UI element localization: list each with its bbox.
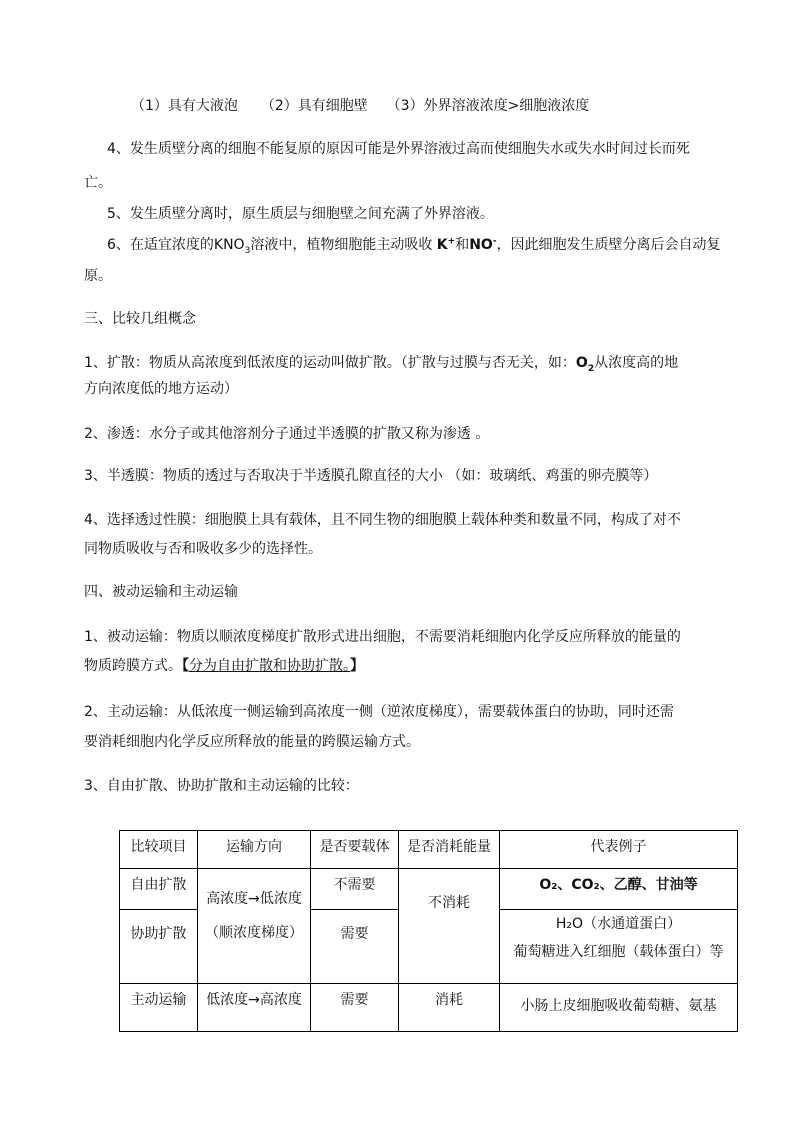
header-energy: 是否消耗能量: [399, 831, 500, 869]
condition-1: （1）具有大液泡: [131, 98, 238, 114]
section-4-item-1-line-2: 物质跨膜方式。【分为自由扩散和协助扩散。】: [84, 658, 364, 674]
direction-passive: 高浓度→低浓度 （顺浓度梯度）: [198, 869, 311, 984]
table-row: [120, 869, 738, 910]
carrier-active: 需要: [311, 984, 399, 1032]
example-active: 小肠上皮细胞吸收葡萄糖、氨基: [500, 984, 738, 1032]
point-4-line-2: 亡。: [84, 175, 112, 191]
point-5: 5、发生质壁分离时，原生质层与细胞壁之间充满了外界溶液。: [107, 206, 494, 222]
header-item: 比较项目: [120, 831, 198, 869]
section-3-item-4-line-2: 同物质吸收与否和吸收多少的选择性。: [84, 541, 322, 557]
section-3-title: 三、比较几组概念: [84, 311, 196, 327]
section-4-item-2-line-2: 要消耗细胞内化学反应所释放的能量的跨膜运输方式。: [84, 734, 420, 750]
condition-2: （2）具有细胞壁: [260, 98, 368, 114]
point-6-line-2: 原。: [84, 268, 112, 284]
header-direction: 运输方向: [198, 831, 311, 869]
header-carrier: 是否要载体: [311, 831, 399, 869]
table-header-row: [120, 831, 738, 869]
section-3-item-1-line-1: 1、扩散：物质从高浓度到低浓度的运动叫做扩散。（扩散与过膜与否无关，如：$O_2$从浓度高的地: [84, 355, 679, 374]
comparison-table: [119, 830, 738, 1032]
energy-passive: 不消耗: [399, 869, 500, 984]
section-4-item-1-line-1: 1、被动运输：物质以顺浓度梯度扩散形式进出细胞，不需要消耗细胞内化学反应所释放的能量的: [84, 629, 681, 645]
example-free: O₂、CO₂、乙醇、甘油等: [500, 869, 738, 910]
carrier-facilitated: 需要: [311, 910, 399, 984]
direction-active: 低浓度→高浓度: [198, 984, 311, 1032]
table-row: [120, 984, 738, 1032]
row-facilitated-diffusion: 协助扩散: [120, 910, 198, 984]
passive-transport-types: 分为自由扩散和协助扩散。: [189, 658, 350, 674]
point-6-line-1: 6、在适宜浓度的$KNO_3$溶液中，植物细胞能主动吸收 K+和NO-，因此细胞发生质壁分离后会自动复: [107, 236, 721, 256]
carrier-free: 不需要: [311, 869, 399, 910]
section-4-item-2-line-1: 2、主动运输：从低浓度一侧运输到高浓度一侧（逆浓度梯度），需要载体蛋白的协助，同时还需: [84, 704, 674, 720]
header-example: 代表例子: [500, 831, 738, 869]
section-3-item-4-line-1: 4、选择透过性膜：细胞膜上具有载体，且不同生物的细胞膜上载体种类和数量不同，构成了对不: [84, 512, 681, 528]
example-facilitated: H₂O（水通道蛋白） 葡萄糖进入红细胞（载体蛋白）等: [500, 910, 738, 984]
section-4-item-3: 3、自由扩散、协助扩散和主动运输的比较：: [84, 778, 359, 794]
energy-active: 消耗: [399, 984, 500, 1032]
section-3-item-3: 3、半透膜：物质的透过与否取决于半透膜孔隙直径的大小 （如：玻璃纸、鸡蛋的卵壳膜等）: [84, 468, 658, 484]
row-free-diffusion: 自由扩散: [120, 869, 198, 910]
condition-3: （3）外界溶液浓度>细胞液浓度: [386, 98, 590, 114]
section-3-item-1-line-2: 方向浓度低的地方运动）: [84, 381, 238, 397]
conditions-line: [131, 96, 589, 116]
section-3-item-2: 2、渗透：水分子或其他溶剂分子通过半透膜的扩散又称为渗透 。: [84, 426, 490, 442]
row-active-transport: 主动运输: [120, 984, 198, 1032]
point-4-line-1: 4、发生质壁分离的细胞不能复原的原因可能是外界溶液过高而使细胞失水或失水时间过长而死: [107, 141, 690, 157]
section-4-title: 四、被动运输和主动运输: [84, 584, 238, 600]
